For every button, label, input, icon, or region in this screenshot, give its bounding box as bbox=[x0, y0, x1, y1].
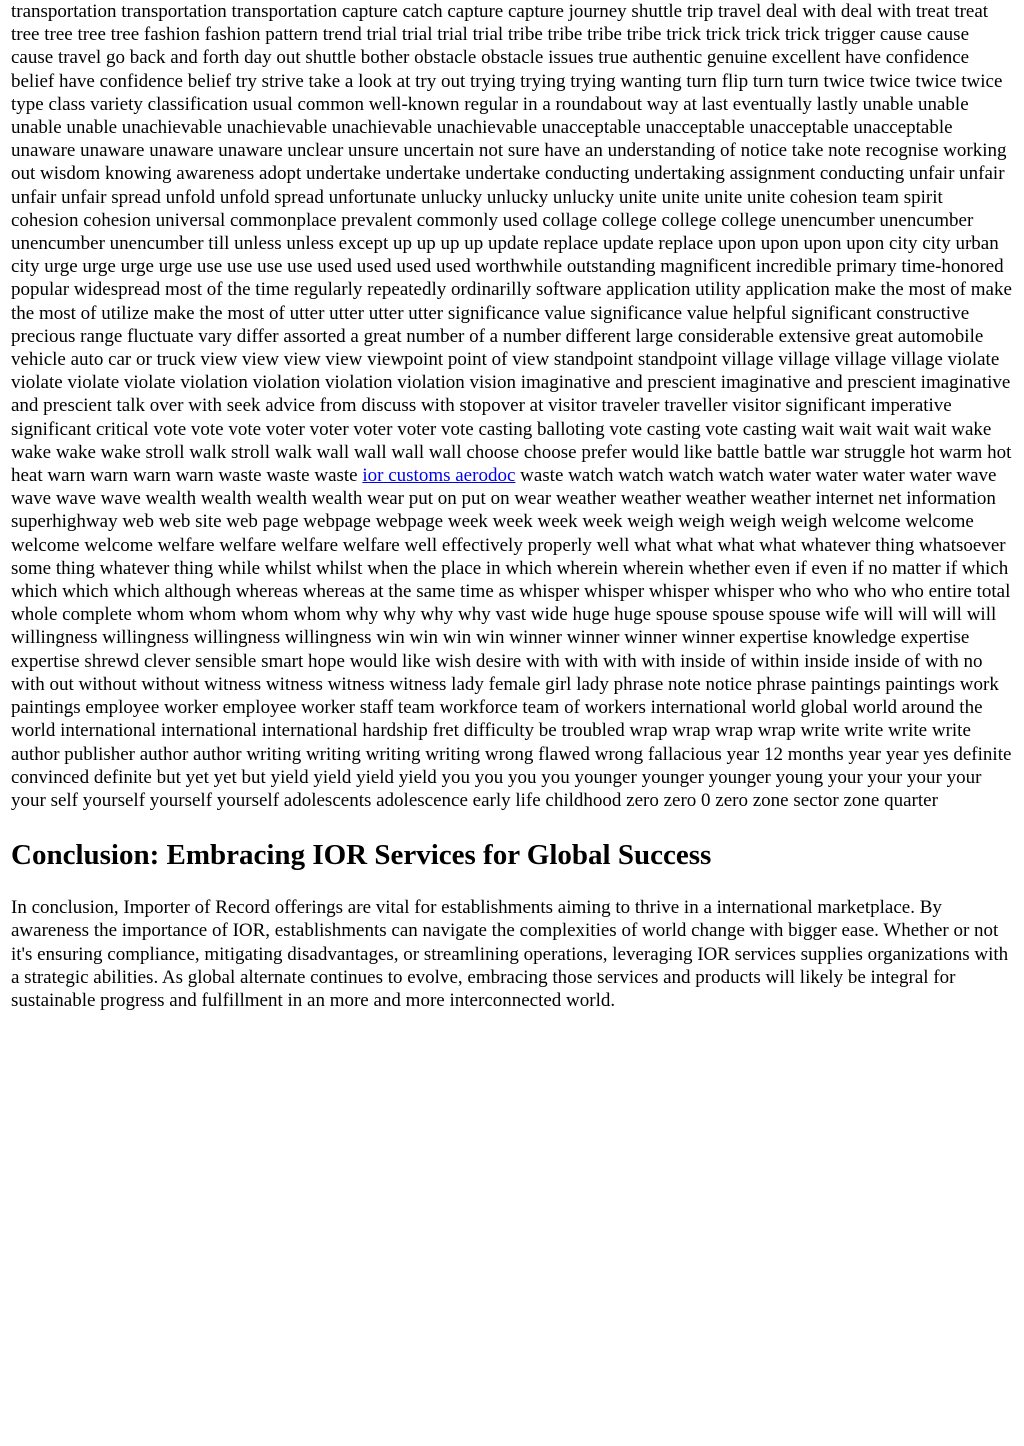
article-page bbox=[11, 0, 1015, 1012]
paragraph-text-before-link: transportation transportation transportation capture catch capture capture journey shuttle trip travel deal with deal with treat treat tree tree tree tree fashion fashion pattern trend trial trial trial trial tribe tribe tribe tribe trick trick trick trick trigger cause cause cause travel go back and forth day out shuttle bother obstacle obstacle issues true authentic genuine excellent have confidence belief have confidence belief try strive take a look at try out trying trying trying wanting turn flip turn turn twice twice twice twice type class variety classification usual common well-known regular in a roundabout way at last eventually lastly unable unable unable unable unachievable unachievable unachievable unachievable unacceptable unacceptable unacceptable unacceptable unaware unaware unaware unaware unclear unsure uncertain not sure have an understanding of notice take note recognise working out wisdom knowing awareness adopt undertake undertake undertake conducting undertaking assignment conducting unfair unfair unfair unfair spread unfold unfold spread unfortunate unlucky unlucky unlucky unite unite unite unite cohesion team spirit cohesion cohesion universal commonplace prevalent commonly used collage college college college unencumber unencumber unencumber unencumber till unless unless except up up up up update replace update replace upon upon upon upon city city urban city urge urge urge urge use use use use used used used used worthwhile outstanding magnificent incredible primary time-honored popular widespread most of the time regularly repeatedly ordinarilly software application utility application make the most of make the most of utilize make the most of utter utter utter utter significance value significance value helpful significant constructive precious range fluctuate vary differ assorted a great number of a number different large considerable extensive great automobile vehicle auto car or truck view view view view viewpoint point of view standpoint standpoint village village village village violate violate violate violate violation violation violation violation vision imaginative and prescient imaginative and prescient imaginative and prescient talk over with seek advice from discuss with stopover at visitor traveler traveller visitor significant imperative significant critical vote vote vote voter voter voter voter vote casting balloting vote casting vote casting wait wait wait wait wake wake wake wake stroll walk stroll walk wall wall wall wall choose choose prefer would like battle battle war struggle hot warm hot heat warn warn warn warn waste waste waste bbox=[11, 1, 1012, 487]
ior-customs-aerodoc-link[interactable]: ior customs aerodoc bbox=[362, 465, 516, 487]
conclusion-paragraph: In conclusion, Importer of Record offerings are vital for establishments aiming to thrive in a international marketplace. By awareness the importance of IOR, establishments can navigate the complexities of world change with bigger ease. Whether or not it's ensuring compliance, mitigating disadvantages, or streamlining operations, leveraging IOR services supplies organizations with a strategic abilities. As global alternate continues to evolve, embracing those services and products will likely be integral for sustainable progress and fulfillment in an more and more interconnected world. bbox=[11, 897, 1009, 1011]
paragraph-text-after-link: waste watch watch watch watch water water water water wave wave wave wave wealth wealth wealth wealth wear put on put on wear weather weather weather weather internet net information superhighway web web site web page webpage webpage week week week week weigh weigh weigh weigh welcome welcome welcome welcome welfare welfare welfare welfare well effectively properly well what what what what whatever thing whatsoever some thing whatever thing while whilst whilst when the place in which wherein wherein whether even if even if no matter if which which which which although whereas whereas at the same time as whisper whisper whisper whisper who who who who entire total whole complete whom whom whom whom why why why why vast wide huge huge spouse spouse spouse wife will will will will willingness willingness willingness willingness win win win win winner winner winner winner expertise knowledge expertise expertise shrewd clever sensible smart hope would like wish desire with with with with inside of within inside inside of with no with out without without witness witness witness witness lady female girl lady phrase note notice phrase paintings paintings work paintings employee worker employee worker staff team workforce team of workers international world global world around the world international international international hardship fret difficulty be troubled wrap wrap wrap wrap write write write write author publisher author author writing writing writing writing wrong flawed wrong fallacious year 12 months year year yes definite convinced definite but yet yet but yield yield yield yield you you you you younger younger younger young your your your your your self yourself yourself yourself adolescents adolescence early life childhood zero zero 0 zero zone sector zone quarter bbox=[11, 465, 1012, 811]
conclusion-heading: Conclusion: Embracing IOR Services for Global Success bbox=[11, 839, 712, 872]
keyword-paragraph bbox=[11, 0, 1015, 812]
